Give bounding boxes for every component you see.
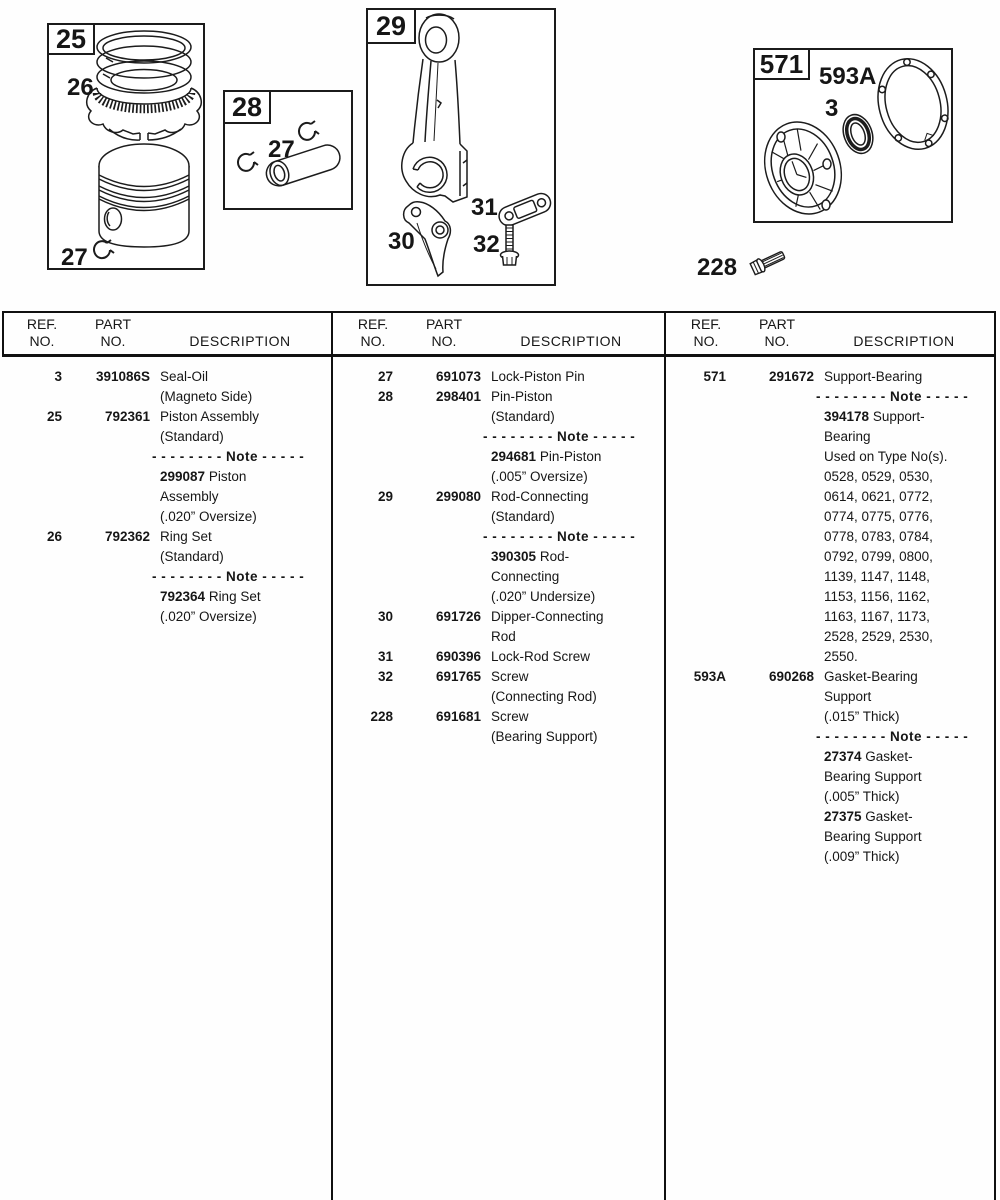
part-no: 691681	[435, 709, 481, 724]
ref-no	[666, 467, 726, 487]
part-line	[333, 627, 663, 647]
description: Lock-Rod Screw	[491, 649, 591, 664]
part-line	[2, 427, 332, 447]
description: (.005” Oversize)	[491, 469, 588, 484]
description: 792364 Ring Set	[160, 589, 261, 604]
description: 390305 Rod-	[491, 549, 570, 564]
part-no	[726, 387, 814, 407]
ref-no: 27	[377, 369, 393, 384]
part-no-header: PART	[758, 316, 796, 332]
part-no	[62, 447, 150, 467]
ref-no	[2, 487, 62, 507]
ref-no	[2, 607, 62, 627]
part-line	[666, 507, 996, 527]
description: Pin-Piston	[491, 389, 553, 404]
part-line	[333, 607, 663, 627]
ref-no: 3	[54, 369, 62, 384]
part-line	[2, 367, 332, 387]
part-no	[726, 807, 814, 827]
part-no	[62, 507, 150, 527]
ref-no	[666, 627, 726, 647]
description: 1153, 1156, 1162,	[824, 589, 930, 604]
ref-no	[333, 727, 393, 747]
part-no	[726, 627, 814, 647]
part-no	[726, 567, 814, 587]
description: Assembly	[160, 489, 219, 504]
part-line	[333, 387, 663, 407]
description: (Standard)	[491, 409, 555, 424]
part-line	[333, 687, 663, 707]
part-line	[666, 827, 996, 847]
callout-rod-screw-32: 32	[473, 231, 500, 258]
description: 0528, 0529, 0530,	[824, 469, 933, 484]
part-no	[726, 827, 814, 847]
description: 27374 Gasket-	[824, 749, 913, 764]
ref-no	[666, 847, 726, 867]
ref-no-header: REF.	[26, 316, 58, 332]
ref-no	[666, 487, 726, 507]
ref-no	[333, 567, 393, 587]
description: Bearing	[824, 429, 871, 444]
part-line	[333, 467, 663, 487]
ref-no	[666, 587, 726, 607]
description: Ring Set	[160, 529, 212, 544]
ref-no-header: REF.	[357, 316, 389, 332]
part-no: 299080	[435, 489, 481, 504]
description: (Standard)	[491, 509, 555, 524]
description: Piston Assembly	[160, 409, 260, 424]
part-line	[666, 567, 996, 587]
ref-no: 26	[46, 529, 62, 544]
part-no: 690396	[435, 649, 481, 664]
part-no	[726, 767, 814, 787]
part-line	[333, 407, 663, 427]
ref-no	[666, 427, 726, 447]
description: 1139, 1147, 1148,	[824, 569, 930, 584]
ref-no	[333, 447, 393, 467]
note-divider: - - - - - - - - Note - - - - -	[152, 449, 305, 464]
part-no: 691073	[435, 369, 481, 384]
part-no	[726, 487, 814, 507]
ref-no	[666, 647, 726, 667]
part-line	[333, 547, 663, 567]
description: (.009” Thick)	[824, 849, 900, 864]
part-line	[2, 387, 332, 407]
description: (.005” Thick)	[824, 789, 900, 804]
ref-box-label-28: 28	[225, 92, 271, 124]
note-divider: - - - - - - - - Note - - - - -	[816, 729, 969, 744]
part-line	[333, 667, 663, 687]
ref-no: 32	[377, 669, 393, 684]
part-line	[2, 607, 332, 627]
ref-no	[2, 387, 62, 407]
callout-pin-clip-27: 27	[268, 136, 295, 163]
ref-no	[2, 507, 62, 527]
parts-list-column-3	[666, 367, 996, 867]
part-line	[666, 587, 996, 607]
part-line	[333, 587, 663, 607]
ref-no: 593A	[693, 669, 726, 684]
note-divider: - - - - - - - - Note - - - - -	[483, 429, 636, 444]
part-no-header: PART	[94, 316, 132, 332]
description: 2550.	[824, 649, 858, 664]
part-no	[726, 527, 814, 547]
parts-list-column-2	[333, 367, 663, 747]
ref-no	[333, 687, 393, 707]
part-line	[666, 707, 996, 727]
ref-no	[2, 447, 62, 467]
part-no	[726, 707, 814, 727]
part-no	[393, 407, 481, 427]
description: 0778, 0783, 0784,	[824, 529, 933, 544]
description: Dipper-Connecting	[491, 609, 604, 624]
piston-assembly-box	[47, 23, 205, 270]
ref-no	[2, 427, 62, 447]
part-line	[333, 527, 663, 547]
ref-box-label-571: 571	[755, 50, 810, 80]
ref-box-label-29: 29	[368, 10, 416, 44]
ref-no	[2, 547, 62, 567]
part-line	[666, 547, 996, 567]
part-line	[2, 527, 332, 547]
part-line	[666, 367, 996, 387]
callout-gasket-593A: 593A	[819, 63, 877, 90]
table-header-rule	[2, 354, 996, 357]
description: Bearing Support	[824, 829, 922, 844]
ref-no-header: REF.	[690, 316, 722, 332]
part-line	[333, 487, 663, 507]
ref-no	[666, 547, 726, 567]
part-line	[666, 467, 996, 487]
description: (.020” Undersize)	[491, 589, 596, 604]
description: (Bearing Support)	[491, 729, 598, 744]
callout-ring-set-26: 26	[67, 74, 94, 101]
part-no: 291672	[768, 369, 814, 384]
part-no: 792362	[104, 529, 150, 544]
ref-no	[333, 507, 393, 527]
part-line	[2, 467, 332, 487]
description: 2528, 2529, 2530,	[824, 629, 933, 644]
part-no	[726, 507, 814, 527]
part-line	[2, 407, 332, 427]
parts-list-column-1	[2, 367, 332, 627]
part-line	[2, 587, 332, 607]
part-no	[726, 587, 814, 607]
part-no	[393, 427, 481, 447]
description: Bearing Support	[824, 769, 922, 784]
part-line	[666, 527, 996, 547]
ref-no	[2, 567, 62, 587]
ref-no	[666, 447, 726, 467]
ref-no	[666, 567, 726, 587]
part-no	[726, 747, 814, 767]
part-no	[393, 687, 481, 707]
ref-no	[666, 607, 726, 627]
part-no	[62, 427, 150, 447]
description: (Magneto Side)	[160, 389, 253, 404]
part-line	[666, 387, 996, 407]
ref-no	[666, 787, 726, 807]
part-no	[726, 607, 814, 627]
part-line	[333, 647, 663, 667]
description: Screw	[491, 709, 529, 724]
part-line	[333, 427, 663, 447]
parts-catalog-page: 25 26 27 28 27 29 31 30 32 571 593A 3 228 REF. NO. PART NO. DESCRIPTION REF. NO. PART NO. DESCRIPTION REF. NO. PART NO. DESCRIPTION 3 391086S Seal-Oil (Magneto Side) 25 792361 Piston Assembly (Standard) - - - - - - - - Note - - - - - 299087 Piston Assembly (.020” Oversize) 26 792362 Ring Set (Standard) - - - - - - - - Note - - - - - 792364 Ring Set (.020” Oversize) 27 691073 Lock-Piston Pin 28 298401 Pin-Piston (Standard) - - - - - - - - Note - - - - - 294681 Pin-Piston (.005” Oversize) 29 299080 Rod-Connecting (Standard) - - - - - - - - Note - - - - - 390305 Rod- Connecting (.020” Undersize) 30 691726 Dipper-Connecting Rod 31 690396 Lock-Rod Screw 32 691765 Screw (Connecting Rod) 228 691681 Screw (Bearing Support) 571 291672 Support-Bearing - - - - - - - - Note - - - - - 394178 Support- Bearing Used on Type No(s). 0528, 0529, 0530, 0614, 0621, 0772, 0774, 0775, 0776, 0778, 0783, 0784, 0792, 0799, 0800, 1139, 1147, 1148, 1153, 1156, 1162, 1163, 1167, 1173, 2528, 2529, 2530, 2550. 593A 690268 Gasket-Bearing Support (.015” Thick) - - - - - - - - Note - - - - - 27374 Gasket- Bearing Support (.005” Thick) 27375 Gasket- Bearing Support (.009” Thick)	[0, 0, 1000, 1200]
ref-no: 30	[377, 609, 393, 624]
description: (Connecting Rod)	[491, 689, 597, 704]
description-header: DESCRIPTION	[189, 333, 291, 349]
description-header: DESCRIPTION	[520, 333, 622, 349]
description: (Standard)	[160, 429, 224, 444]
part-no	[62, 467, 150, 487]
description: 299087 Piston	[160, 469, 247, 484]
callout-lock-plate-31: 31	[471, 194, 498, 221]
ref-no: 28	[377, 389, 393, 404]
part-line	[333, 727, 663, 747]
ref-no	[333, 587, 393, 607]
part-line	[666, 747, 996, 767]
bearing-support-screw-drawing	[748, 243, 794, 279]
part-no: 391086S	[95, 369, 150, 384]
part-line	[666, 627, 996, 647]
ref-no	[666, 747, 726, 767]
part-line	[666, 787, 996, 807]
ref-no	[333, 407, 393, 427]
part-no: 690268	[768, 669, 814, 684]
part-no	[726, 727, 814, 747]
part-line	[333, 567, 663, 587]
ref-no	[666, 767, 726, 787]
part-line	[666, 487, 996, 507]
part-no: 792361	[104, 409, 150, 424]
part-line	[666, 687, 996, 707]
ref-no: 25	[46, 409, 62, 424]
description: 1163, 1167, 1173,	[824, 609, 930, 624]
part-line	[666, 667, 996, 687]
description: Connecting	[491, 569, 560, 584]
ref-no: 29	[377, 489, 393, 504]
part-no	[726, 447, 814, 467]
part-line	[666, 647, 996, 667]
description: 0774, 0775, 0776,	[824, 509, 933, 524]
part-line	[2, 507, 332, 527]
part-line	[666, 607, 996, 627]
part-no: 691726	[435, 609, 481, 624]
ref-no: 571	[703, 369, 726, 384]
ref-no	[666, 507, 726, 527]
ref-no	[666, 387, 726, 407]
description: Lock-Piston Pin	[491, 369, 585, 384]
part-no	[393, 467, 481, 487]
part-no	[393, 587, 481, 607]
part-line	[666, 807, 996, 827]
description: Seal-Oil	[160, 369, 209, 384]
part-line	[2, 547, 332, 567]
part-line	[2, 447, 332, 467]
ref-no	[2, 467, 62, 487]
ref-no	[2, 587, 62, 607]
description: 294681 Pin-Piston	[491, 449, 602, 464]
part-line	[666, 407, 996, 427]
part-no	[62, 487, 150, 507]
description: 27375 Gasket-	[824, 809, 913, 824]
description: Support-Bearing	[824, 369, 923, 384]
part-line	[2, 487, 332, 507]
ref-no	[333, 427, 393, 447]
part-no	[726, 847, 814, 867]
piston-assembly-drawing	[49, 25, 203, 271]
part-line	[666, 767, 996, 787]
part-no	[726, 547, 814, 567]
description: Rod	[491, 629, 516, 644]
callout-dipper-30: 30	[388, 228, 415, 255]
part-no	[62, 607, 150, 627]
description: 0792, 0799, 0800,	[824, 549, 933, 564]
ref-no	[333, 627, 393, 647]
description: Screw	[491, 669, 529, 684]
part-line	[333, 447, 663, 467]
part-no	[726, 787, 814, 807]
part-line	[666, 847, 996, 867]
bearing-support-box	[753, 48, 953, 223]
note-divider: - - - - - - - - Note - - - - -	[152, 569, 305, 584]
description: 394178 Support-	[824, 409, 925, 424]
connecting-rod-box	[366, 8, 556, 286]
description: 0614, 0621, 0772,	[824, 489, 933, 504]
ref-no	[666, 527, 726, 547]
description: Gasket-Bearing	[824, 669, 918, 684]
part-no: 691765	[435, 669, 481, 684]
part-no	[62, 567, 150, 587]
part-no-header: PART	[425, 316, 463, 332]
ref-no	[666, 687, 726, 707]
part-no	[393, 547, 481, 567]
callout-bearing-screw-228: 228	[697, 254, 738, 281]
description: (.020” Oversize)	[160, 609, 257, 624]
callout-piston-clip-27: 27	[61, 244, 88, 271]
part-line	[333, 707, 663, 727]
table-top-rule	[2, 311, 996, 313]
part-line	[2, 567, 332, 587]
description-header: DESCRIPTION	[853, 333, 955, 349]
part-no	[393, 447, 481, 467]
part-no	[393, 627, 481, 647]
part-no	[62, 547, 150, 567]
ref-box-label-25: 25	[49, 25, 95, 55]
part-line	[666, 427, 996, 447]
part-no	[726, 647, 814, 667]
description: Rod-Connecting	[491, 489, 589, 504]
part-no	[62, 587, 150, 607]
ref-no	[333, 547, 393, 567]
part-line	[333, 507, 663, 527]
ref-no: 228	[370, 709, 393, 724]
note-divider: - - - - - - - - Note - - - - -	[816, 389, 969, 404]
ref-no	[666, 727, 726, 747]
ref-no	[666, 707, 726, 727]
part-no	[726, 687, 814, 707]
part-no	[393, 567, 481, 587]
description: Support	[824, 689, 872, 704]
part-no	[726, 427, 814, 447]
ref-no	[333, 467, 393, 487]
piston-pin-box	[223, 90, 353, 210]
part-line	[666, 727, 996, 747]
description: (Standard)	[160, 549, 224, 564]
ref-no	[666, 827, 726, 847]
part-no: 298401	[435, 389, 481, 404]
description: Used on Type No(s).	[824, 449, 948, 464]
callout-seal-3: 3	[825, 95, 839, 122]
description: (.015” Thick)	[824, 709, 900, 724]
ref-no	[666, 807, 726, 827]
ref-no: 31	[377, 649, 393, 664]
part-no	[393, 527, 481, 547]
ref-no	[666, 407, 726, 427]
ref-no	[333, 527, 393, 547]
table-left-rule	[2, 311, 4, 357]
description: (.020” Oversize)	[160, 509, 257, 524]
note-divider: - - - - - - - - Note - - - - -	[483, 529, 636, 544]
part-no	[62, 387, 150, 407]
part-line	[333, 367, 663, 387]
part-no	[393, 727, 481, 747]
part-no	[726, 467, 814, 487]
part-no	[726, 407, 814, 427]
part-no	[393, 507, 481, 527]
part-line	[666, 447, 996, 467]
